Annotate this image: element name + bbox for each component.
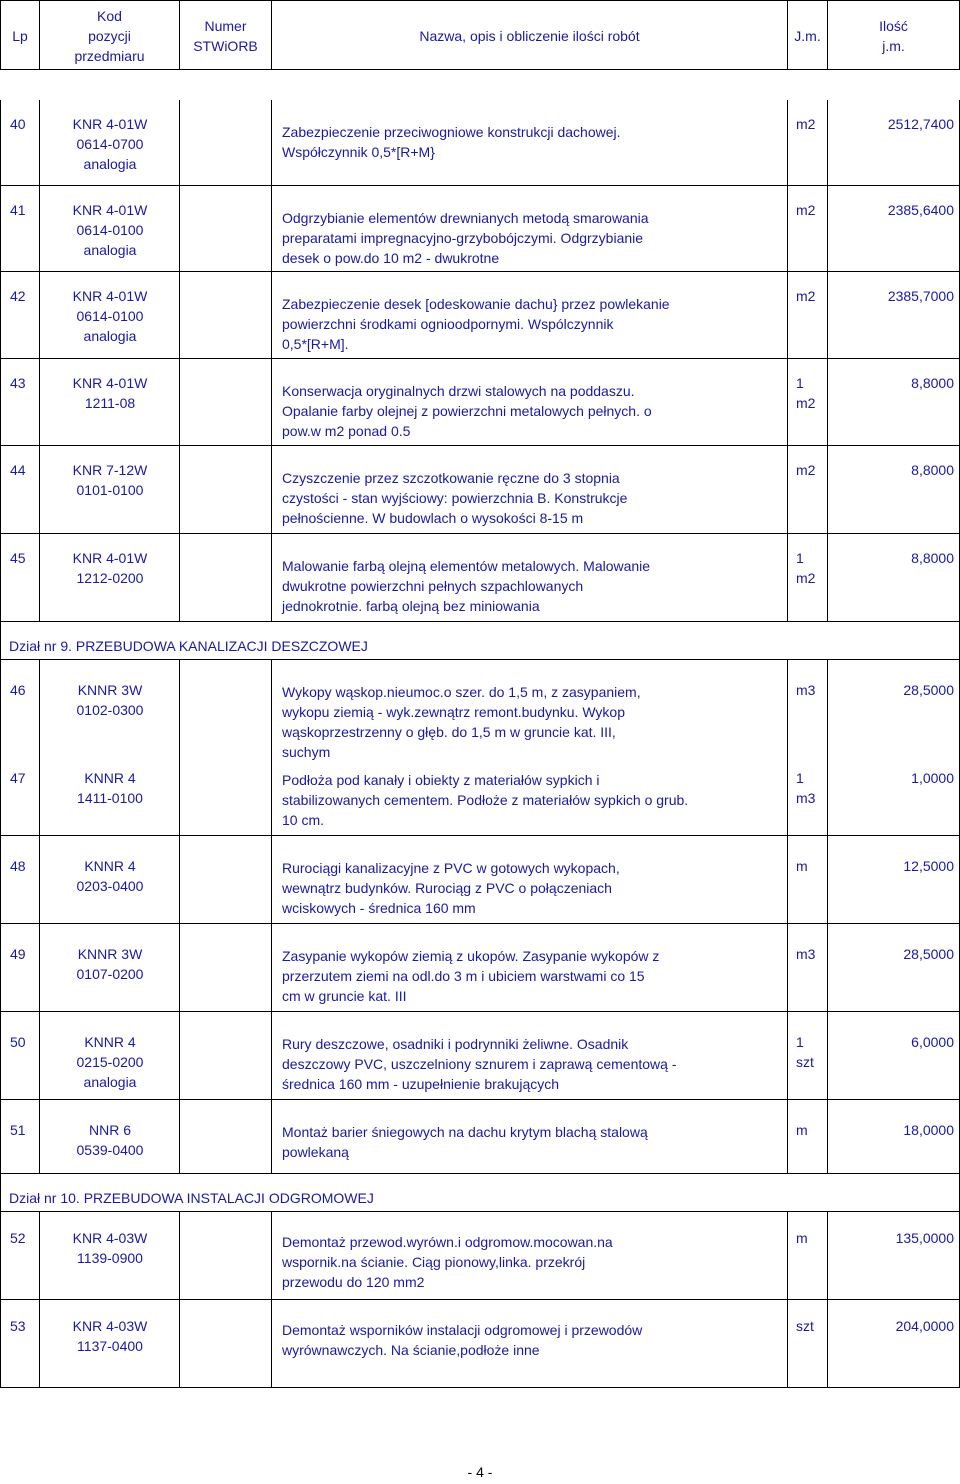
table-cell: [180, 1100, 272, 1173]
row-lp: 42: [10, 288, 26, 304]
row-description: Odgrzybianie elementów drewnianych metodą smarowania: [282, 210, 649, 226]
row-unit: m2: [796, 570, 816, 586]
row-code: 0101-0100: [76, 482, 144, 498]
row-unit: m: [796, 1230, 808, 1246]
table-cell: [180, 924, 272, 1011]
table-cell: [0, 836, 40, 923]
table-cell: [180, 100, 272, 185]
row-unit: m: [796, 1122, 808, 1138]
row-description: średnica 160 mm - uzupełnienie brakujących: [282, 1076, 560, 1092]
row-description: pełnościenne. W budowlach o wysokości 8-15 m: [282, 510, 584, 526]
row-quantity: 12,5000: [903, 858, 954, 874]
row-description: pow.w m2 ponad 0.5: [282, 423, 411, 439]
row-code: 0102-0300: [76, 702, 144, 718]
row-code: KNNR 4: [84, 858, 136, 874]
row-lp: 45: [10, 550, 26, 566]
row-unit: 1: [796, 550, 804, 566]
table-cell: [788, 186, 828, 271]
row-code: 0614-0100: [76, 308, 144, 324]
table-cell: [0, 660, 40, 748]
row-description: wewnątrz budynków. Rurociąg z PVC o połączeniach: [282, 880, 612, 896]
header-ilosc: Ilość j.m.: [828, 1, 960, 70]
row-code: KNR 4-01W: [72, 116, 148, 132]
table-cell: [828, 186, 960, 271]
row-description: Podłoża pod kanały i obiekty z materiałów sypkich i: [282, 772, 600, 788]
row-description: Malowanie farbą olejną elementów metalowych. Malowanie: [282, 558, 651, 574]
row-lp: 41: [10, 202, 26, 218]
table-cell: [180, 534, 272, 621]
table-cell: [0, 186, 40, 271]
row-unit: szt: [796, 1318, 814, 1334]
row-code: 0203-0400: [76, 878, 144, 894]
row-description: Wykopy wąskop.nieumoc.o szer. do 1,5 m, z zasypaniem,: [282, 684, 641, 700]
row-unit: m: [796, 858, 808, 874]
row-code: analogia: [83, 242, 137, 258]
table-row: [0, 446, 960, 534]
table-cell: [0, 748, 40, 835]
row-quantity: 8,8000: [911, 462, 954, 478]
row-description: Zabezpieczenie desek [odeskowanie dachu} przez powlekanie: [282, 296, 670, 312]
table-cell: [828, 924, 960, 1011]
row-lp: 48: [10, 858, 26, 874]
table-cell: [180, 660, 272, 748]
row-description: cm w gruncie kat. III: [282, 988, 407, 1004]
row-quantity: 204,0000: [895, 1318, 954, 1334]
table-row: [0, 186, 960, 272]
row-code: analogia: [83, 328, 137, 344]
row-quantity: 28,5000: [903, 946, 954, 962]
row-description: 10 cm.: [282, 812, 325, 828]
row-description: wciskowych - średnica 160 mm: [282, 900, 476, 916]
row-unit: m2: [796, 462, 816, 478]
row-quantity: 1,0000: [911, 770, 954, 786]
row-lp: 49: [10, 946, 26, 962]
row-description: przewodu do 120 mm2: [282, 1274, 425, 1290]
row-description: wspornik.na ścianie. Ciąg pionowy,linka. przekrój: [282, 1254, 586, 1270]
header-kod: Kod pozycji przedmiaru: [40, 1, 180, 70]
row-unit: m2: [796, 395, 816, 411]
section-title: [0, 1174, 960, 1212]
row-quantity: 8,8000: [911, 375, 954, 391]
row-quantity: 8,8000: [911, 550, 954, 566]
table-cell: [788, 924, 828, 1011]
row-description: Demontaż wsporników instalacji odgromowej i przewodów: [282, 1322, 643, 1338]
table-cell: [180, 446, 272, 533]
row-quantity: 2512,7400: [887, 116, 954, 132]
row-quantity: 18,0000: [903, 1122, 954, 1138]
row-description: Współczynnik 0,5*[R+M}: [282, 144, 435, 160]
row-description: suchym: [282, 744, 331, 760]
row-description: Zabezpieczenie przeciwogniowe konstrukcji dachowej.: [282, 124, 621, 140]
table-row: [0, 748, 960, 836]
table-header: [0, 0, 960, 70]
table-cell: [180, 748, 272, 835]
table-cell: [180, 1212, 272, 1299]
table-cell: [788, 1212, 828, 1299]
row-description: powlekaną: [282, 1144, 349, 1160]
table-cell: [180, 272, 272, 358]
row-code: 1211-08: [84, 395, 136, 411]
table-cell: [0, 272, 40, 358]
row-lp: 50: [10, 1034, 26, 1050]
row-unit: 1: [796, 1034, 804, 1050]
table-row: [0, 924, 960, 1012]
row-unit: m2: [796, 202, 816, 218]
row-lp: 40: [10, 116, 26, 132]
row-code: 0107-0200: [76, 966, 144, 982]
row-description: preparatami impregnacyjno-grzybobójczymi. Odgrzybianie: [282, 230, 644, 246]
row-description: Demontaż przewod.wyrówn.i odgromow.mocowan.na: [282, 1234, 613, 1250]
row-unit: m3: [796, 946, 816, 962]
row-lp: 53: [10, 1318, 26, 1334]
row-description: dwukrotne powierzchni pełnych szpachlowanych: [282, 578, 584, 594]
table-cell: [0, 1212, 40, 1299]
row-code: KNR 4-03W: [72, 1318, 148, 1334]
row-description: Konserwacja oryginalnych drzwi stalowych na poddaszu.: [282, 383, 635, 399]
row-description: 0,5*[R+M].: [282, 336, 349, 352]
table-row: [0, 100, 960, 186]
row-description: czystości - stan wyjściowy: powierzchnia B. Konstrukcje: [282, 490, 628, 506]
table-cell: [788, 836, 828, 923]
table-cell: [0, 1300, 40, 1387]
row-code: KNNR 3W: [77, 682, 143, 698]
row-code: KNR 4-01W: [72, 375, 148, 391]
row-description: Zasypanie wykopów ziemią z ukopów. Zasypanie wykopów z: [282, 948, 660, 964]
table-row: [0, 836, 960, 924]
row-unit: m2: [796, 116, 816, 132]
section-title-text: Dział nr 9. PRZEBUDOWA KANALIZACJI DESZCZOWEJ: [9, 638, 368, 654]
table-cell: [0, 1012, 40, 1099]
row-description: wyrównawczych. Na ścianie,podłoże inne: [282, 1342, 540, 1358]
table-row: [0, 1300, 960, 1388]
section-title-text: Dział nr 10. PRZEBUDOWA INSTALACJI ODGROMOWEJ: [9, 1190, 374, 1206]
table-cell: [788, 660, 828, 748]
table-cell: [180, 836, 272, 923]
row-code: 1411-0100: [77, 790, 143, 806]
row-unit: szt: [796, 1054, 814, 1070]
row-lp: 43: [10, 375, 26, 391]
row-description: Czyszczenie przez szczotkowanie ręczne do 3 stopnia: [282, 470, 620, 486]
section-title: [0, 622, 960, 660]
row-code: KNNR 3W: [77, 946, 143, 962]
row-code: KNR 4-01W: [72, 550, 148, 566]
header-nazwa: Nazwa, opis i obliczenie ilości robót: [272, 1, 788, 70]
row-description: jednokrotnie. farbą olejną bez miniowania: [282, 598, 540, 614]
table-row: [0, 272, 960, 359]
header-jm: J.m.: [788, 1, 828, 70]
table-row: [0, 534, 960, 622]
table-cell: [828, 1212, 960, 1299]
row-unit: 1: [796, 770, 804, 786]
table-cell: [788, 100, 828, 185]
row-quantity: 6,0000: [911, 1034, 954, 1050]
row-description: Rurociągi kanalizacyjne z PVC w gotowych wykopach,: [282, 860, 620, 876]
table-cell: [788, 1300, 828, 1387]
table-cell: [828, 660, 960, 748]
row-code: KNR 4-01W: [72, 288, 148, 304]
table-cell: [0, 359, 40, 445]
row-code: KNNR 4: [84, 1034, 136, 1050]
row-description: przerzutem ziemi na odl.do 3 m i ubiciem warstwami co 15: [282, 968, 645, 984]
row-code: KNNR 4: [84, 770, 136, 786]
row-description: powierzchni środkami ognioodpornymi. Wspólczynnik: [282, 316, 614, 332]
row-lp: 51: [10, 1122, 26, 1138]
row-code: 0215-0200: [76, 1054, 144, 1070]
row-description: desek o pow.do 10 m2 - dwukrotne: [282, 250, 500, 266]
row-unit: m2: [796, 288, 816, 304]
row-description: wąskoprzestrzenny o głęb. do 1,5 m w gruncie kat. III,: [282, 724, 616, 740]
row-code: KNR 4-03W: [72, 1230, 148, 1246]
table-cell: [0, 924, 40, 1011]
table-cell: [788, 272, 828, 358]
row-lp: 44: [10, 462, 26, 478]
row-quantity: 28,5000: [903, 682, 954, 698]
row-quantity: 2385,6400: [887, 202, 954, 218]
table-row: [0, 1012, 960, 1100]
row-code: 1212-0200: [76, 570, 144, 586]
table-cell: [180, 1012, 272, 1099]
row-lp: 52: [10, 1230, 26, 1246]
table-cell: [180, 186, 272, 271]
header-numer: Numer STWiORB: [180, 1, 272, 70]
table-row: [0, 1100, 960, 1174]
row-code: 1139-0900: [77, 1250, 143, 1266]
table-cell: [180, 1300, 272, 1387]
table-row: [0, 1212, 960, 1300]
table-cell: [828, 1012, 960, 1099]
row-unit: 1: [796, 375, 804, 391]
table-row: [0, 660, 960, 760]
table-row: [0, 359, 960, 446]
row-code: 1137-0400: [77, 1338, 143, 1354]
row-description: deszczowy PVC, uszczelniony sznurem i zaprawą cementową -: [282, 1056, 677, 1072]
table-cell: [828, 748, 960, 835]
row-description: Opalanie farby olejnej z powierzchni metalowych pełnych. o: [282, 403, 652, 419]
row-code: NNR 6: [88, 1122, 131, 1138]
row-code: KNR 7-12W: [72, 462, 148, 478]
table-cell: [828, 100, 960, 185]
table-cell: [180, 359, 272, 445]
page-number: - 4 -: [467, 1464, 493, 1480]
table-cell: [0, 100, 40, 185]
row-quantity: 135,0000: [895, 1230, 954, 1246]
row-description: Rury deszczowe, osadniki i podrynniki żeliwne. Osadnik: [282, 1036, 629, 1052]
row-code: 0614-0700: [76, 136, 144, 152]
header-lp: Lp: [0, 1, 40, 70]
table-cell: [828, 359, 960, 445]
row-unit: m3: [796, 682, 816, 698]
row-description: stabilizowanych cementem. Podłoże z materiałów sypkich o grub.: [282, 792, 689, 808]
row-code: analogia: [83, 156, 137, 172]
table-cell: [828, 1300, 960, 1387]
row-code: analogia: [83, 1074, 137, 1090]
row-code: 0539-0400: [76, 1142, 144, 1158]
row-lp: 47: [10, 770, 26, 786]
row-lp: 46: [10, 682, 26, 698]
row-unit: m3: [796, 790, 816, 806]
table-cell: [828, 836, 960, 923]
row-code: KNR 4-01W: [72, 202, 148, 218]
table-cell: [828, 272, 960, 358]
row-code: 0614-0100: [76, 222, 144, 238]
row-description: wykopu ziemią - wyk.zewnątrz remont.budynku. Wykop: [282, 704, 625, 720]
row-quantity: 2385,7000: [887, 288, 954, 304]
row-description: Montaż barier śniegowych na dachu krytym blachą stalową: [282, 1124, 648, 1140]
